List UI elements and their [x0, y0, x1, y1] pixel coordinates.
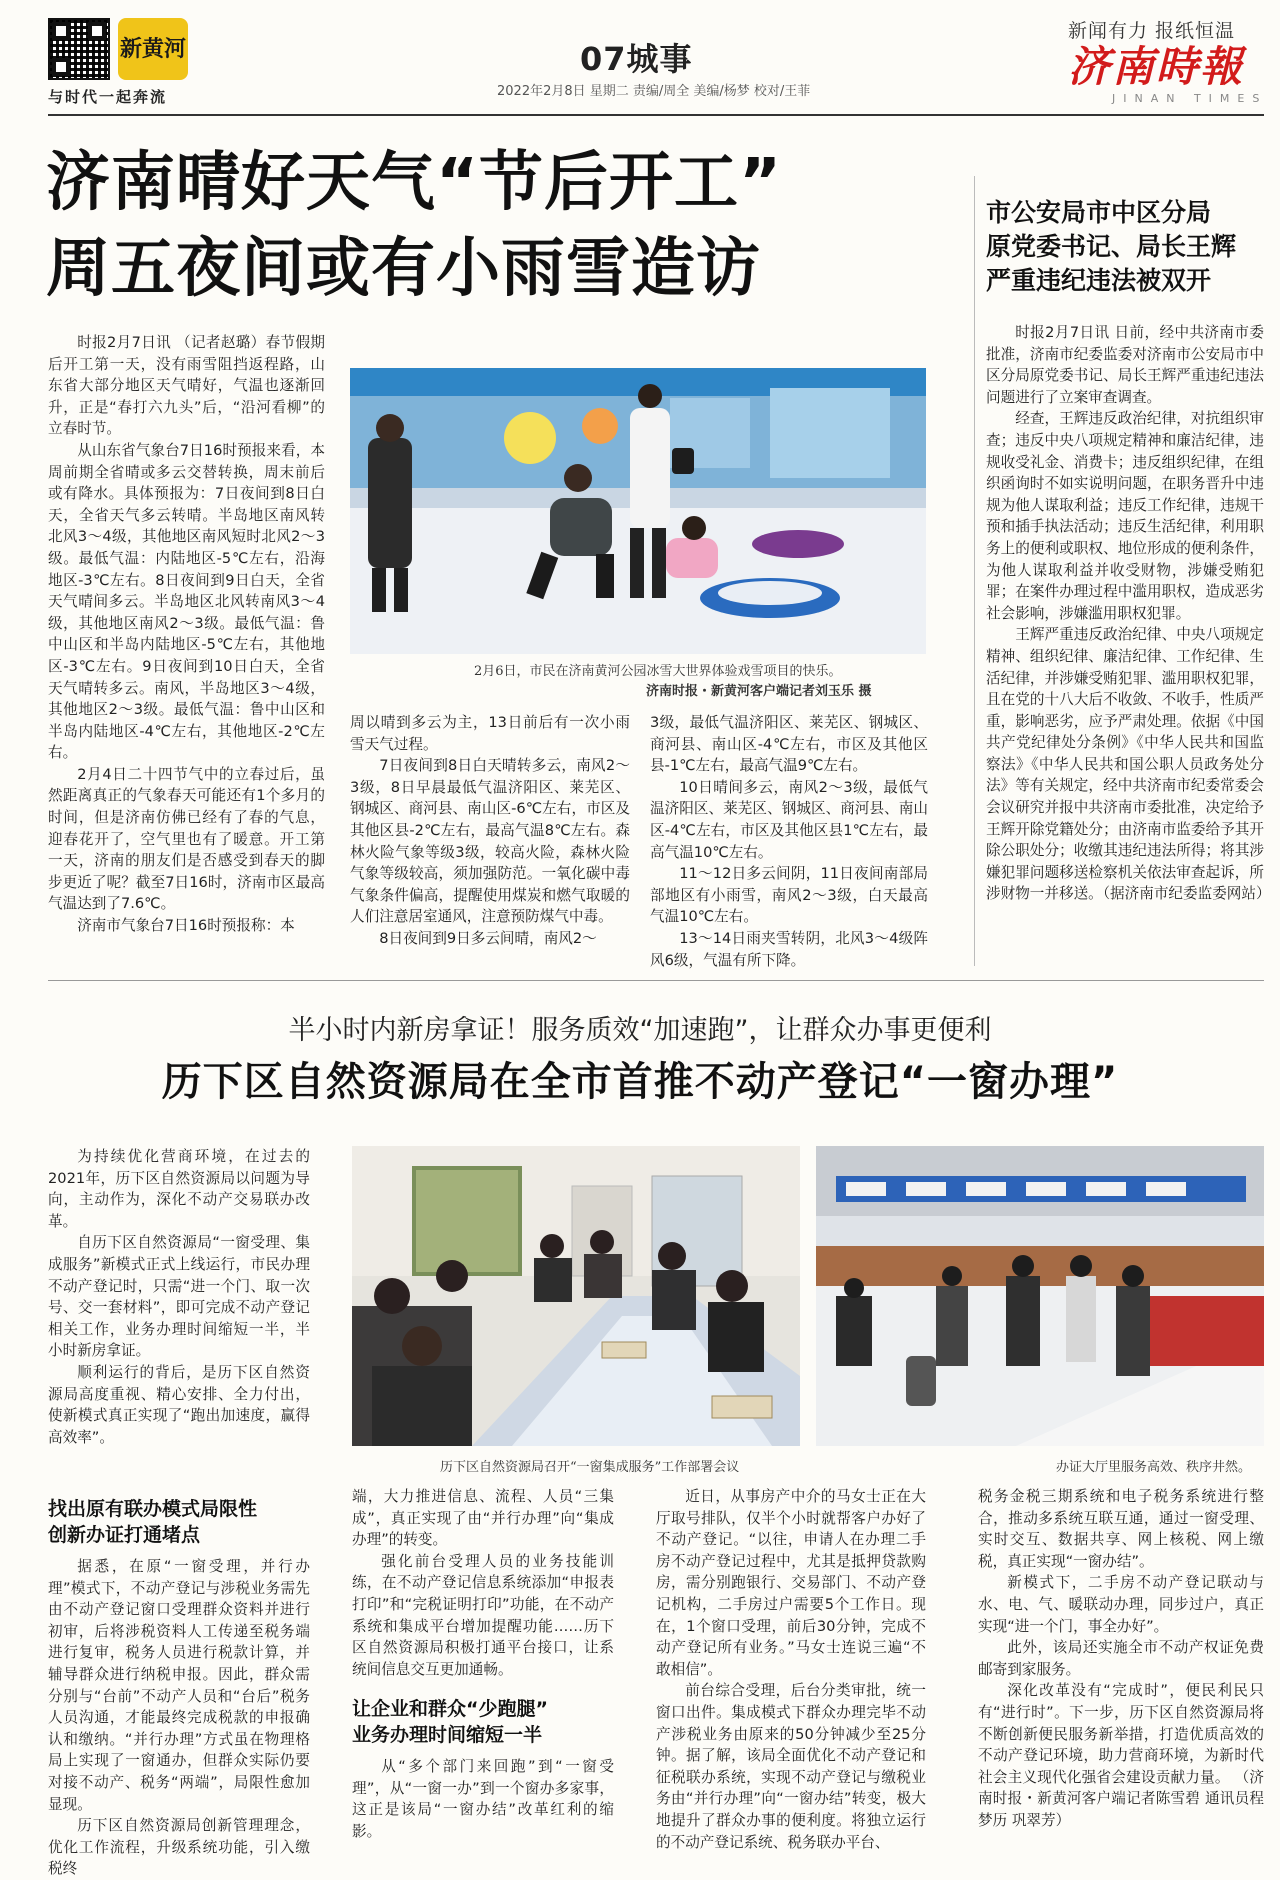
- side-story-headline: [986, 196, 1266, 298]
- main-headline-line1: 济南晴好天气“节后开工”: [46, 146, 783, 220]
- paragraph: 周以晴到多云为主，13日前后有一次小雨雪天气过程。: [350, 714, 630, 753]
- dateline: 2022年2月8日 星期二 责编/周全 美编/杨梦 校对/王菲: [497, 84, 811, 99]
- newspaper-brand-english: JINAN TIMES: [1112, 92, 1268, 105]
- service-hall-illustration: [816, 1146, 1264, 1446]
- top-photo-caption: 2月6日，市民在济南黄河公园冰雪大世界体验戏雪项目的快乐。: [474, 664, 842, 679]
- section-rule: [48, 980, 1264, 981]
- qr-code: [48, 18, 110, 80]
- paragraph: 王辉严重违反政治纪律、中央八项规定精神、组织纪律、廉洁纪律、工作纪律、生活纪律，并涉嫌受贿犯罪、滥用职权犯罪，且在党的十八大后不收敛、不收手，性质严重，影响恶劣，应予严肃处理。依据《中国共产党纪律处分条例》《中华人民共和国监察法》《中华人民共和国公职人员政务处分法》等有关规定，经中共济南市纪委常委会会议研究并报中共济南市委批准，决定给予王辉开除党籍处分；由济南市监委给予其开除公职处分；收缴其违纪违法所得；将其涉嫌犯罪问题移送检察机关依法审查起诉，所涉财物一并移送。（据济南市纪委监委网站）: [986, 626, 1271, 903]
- paragraph: 10日晴间多云，南风2～3级，最低气温济阳区、莱芜区、钢城区、商河县、南山区-4℃左右，市区及其他区县1℃左右，最高气温10℃左右。: [650, 778, 928, 861]
- masthead-slogan-left: 与时代一起奔流: [48, 88, 168, 106]
- paragraph: 13～14日雨夹雪转阴，北风3～4级阵风6级，气温有所下降。: [650, 929, 928, 969]
- second-story-column-2a: [352, 1486, 614, 1678]
- side-headline-line1: 市公安局市中区分局: [986, 198, 1212, 227]
- column-divider: [974, 176, 975, 966]
- meeting-photo: [352, 1146, 800, 1446]
- paragraph: 8日夜间到9日多云间晴，南风2～: [379, 929, 597, 947]
- paragraph: 时报2月7日讯 日前，经中共济南市委批准，济南市纪委监委对济南市公安局市中区分局原党委书记、局长王辉严重违纪违法问题进行了立案审查调查。: [986, 324, 1264, 406]
- qr-eye-icon: [52, 58, 70, 76]
- paragraph: 为持续优化营商环境，在过去的2021年，历下区自然资源局以问题为导向，主动作为，深化不动产交易联办改革。: [48, 1148, 310, 1230]
- second-story-headline: 历下区自然资源局在全市首推不动产登记“一窗办理”: [161, 1059, 1119, 1105]
- paragraph: 税务金税三期系统和电子税务系统进行整合，推动多系统互联互通，通过一窗受理、实时交互、数据共享、网上核税、网上缴税，真正实现“一窗办结”。: [978, 1488, 1264, 1570]
- paragraph: 新模式下，二手房不动产登记联动与水、电、气、暖联动办理，同步过户，真正实现“进一个门，事全办好”。: [978, 1574, 1264, 1635]
- snow-park-photo: [350, 368, 926, 654]
- service-hall-photo: [816, 1146, 1264, 1446]
- top-story-column-2: [350, 712, 630, 968]
- side-headline-line2: 原党委书记、局长王辉: [986, 232, 1237, 261]
- second-story-kicker: 半小时内新房拿证！服务质效“加速跑”，让群众办事更便利: [288, 1015, 992, 1046]
- paragraph: 自历下区自然资源局“一窗受理、集成服务”新模式正式上线运行，市民办理不动产登记时，只需“进一个门、取一次号、交一套材料”，即可完成不动产登记相关工作，业务办理时间缩短一半，半小时新房拿证。: [48, 1234, 310, 1360]
- second-story-column-2b: [352, 1756, 614, 1842]
- top-story-column-3: [650, 712, 928, 968]
- paragraph: 经查，王辉违反政治纪律，对抗组织审查；违反中央八项规定精神和廉洁纪律，违规收受礼金、消费卡；违反组织纪律，在组织函询时不如实说明问题，在职务晋升中违规为他人谋取利益；违反工作纪律，违规干预和插手执法活动；违反生活纪律，利用职务上的便利或职权、地位形成的便利条件，为他人谋取利益并收受财物，涉嫌受贿犯罪；在案件办理过程中滥用职权，造成恶劣社会影响，涉嫌滥用职权犯罪。: [986, 410, 1264, 622]
- second-story-column-1: [48, 1556, 310, 1878]
- paragraph: 强化前台受理人员的业务技能训练，在不动产登记信息系统添加“申报表打印”和“完税证明打印”功能，在不动产系统和集成平台增加提醒功能……历下区自然资源局积极打通平台接口，让系统间信息交互更加通畅。: [352, 1552, 614, 1678]
- top-photo-credit: 济南时报・新黄河客户端记者刘玉乐 摄: [646, 684, 872, 699]
- subhead-1-line2: 创新办证打通堵点: [48, 1524, 201, 1546]
- subhead-2: [352, 1696, 614, 1748]
- paragraph: 从“多个部门来回跑”到“一窗受理”，从“一窗一办”到一个窗办多家事，这正是该局“一窗办结”改革红利的缩影。: [352, 1758, 614, 1840]
- meeting-illustration: [352, 1146, 800, 1446]
- service-hall-photo-caption: 办证大厅里服务高效、秩序井然。: [1056, 1460, 1252, 1475]
- paragraph: 此外，该局还实施全市不动产权证免费邮寄到家服务。: [978, 1639, 1264, 1678]
- side-headline-line3: 严重违纪违法被双开: [986, 266, 1212, 295]
- paragraph: 3级，最低气温济阳区、莱芜区、钢城区、商河县、南山区-4℃左右，市区及其他区县-1℃左右，最高气温9℃左右。: [650, 714, 928, 775]
- paragraph: 7日夜间到8日白天晴转多云，南风2～3级，8日早晨最低气温济阳区、莱芜区、钢城区、商河县、南山区-6℃左右，市区及其他区县-2℃左右，最高气温8℃左右。森林火险气象等级3级，较高火险，森林火险气象等级较高，须加强防范。一氧化碳中毒气象条件偏高，提醒使用煤炭和燃气取暖的人们注意居室通风，注意预防煤气中毒。: [350, 757, 630, 926]
- subhead-1: [48, 1496, 310, 1548]
- paragraph: 顺利运行的背后，是历下区自然资源局高度重视、精心安排、全力付出，使新模式真正实现了“跑出加速度，赢得高效率”。: [48, 1363, 310, 1446]
- snow-park-illustration: [350, 368, 926, 654]
- main-headline-line2: 周五夜间或有小雨雪造访: [46, 232, 761, 306]
- paragraph: 端，大力推进信息、流程、人员“三集成”，真正实现了由“并行办理”向“集成办理”的转变。: [352, 1488, 614, 1549]
- paragraph: 近日，从事房产中介的马女士正在大厅取号排队，仅半个小时就帮客户办好了不动产登记。“以往，申请人在办理二手房不动产登记过程中，尤其是抵押贷款购房，需分别跑银行、交易部门、不动产登记机构，二手房过户需要5个工作日。现在，1个窗口受理，前后30分钟，完成不动产登记所有业务。”马女士连说三遍“不敢相信”。: [656, 1488, 926, 1678]
- masthead-rule: [48, 114, 1264, 116]
- qr-eye-icon: [52, 22, 70, 40]
- paragraph: 11～12日多云间阴，11日夜间南部局部地区有小雨雪，南风2～3级，白天最高气温10℃左右。: [650, 865, 928, 926]
- subhead-1-line1: 找出原有联办模式局限性: [48, 1498, 258, 1520]
- second-story-lead: [48, 1146, 310, 1456]
- second-story-column-3: [656, 1486, 926, 1851]
- subhead-2-line2: 业务办理时间缩短一半: [352, 1724, 543, 1746]
- paragraph: 2月4日二十四节气中的立春过后，虽然距离真正的气象春天可能还有1个多月的时间，但是济南仿佛已经有了春的气息，迎春花开了，空气里也有了暖意。开工第一天，济南的朋友们是否感受到春天的脚步更近了呢？截至7日16时，济南市区最高气温达到了7.6℃。: [48, 765, 325, 913]
- paragraph: 历下区自然资源局创新管理理念，优化工作流程，升级系统功能，引入缴税终: [48, 1817, 310, 1878]
- paragraph: 济南市气象台7日16时预报称：本: [77, 917, 295, 935]
- paragraph: 据悉，在原“一窗受理，并行办理”模式下，不动产登记与涉税业务需先由不动产登记窗口受理群众资料并进行初审，后将涉税资料人工传递至税务端进行复审，税务人员进行税款计算，并辅导群众进行纳税申报。因此，群众需分别与“台前”不动产人员和“台后”税务人员沟通，才能最终完成税款的申报确认和缴纳。“并行办理”方式虽在物理格局上实现了一窗通办，但群众实际仍要对接不动产、税务“两端”，局限性愈加显现。: [48, 1558, 310, 1813]
- paragraph: 时报2月7日讯 （记者赵璐）春节假期后开工第一天，没有雨雪阻挡返程路，山东省大部分地区天气晴好，气温也逐渐回升，正是“春打六九头”后，“沿河看柳”的立春时节。: [48, 334, 325, 438]
- xinhuanghe-logo: 新黄河: [118, 18, 188, 80]
- paragraph: 前台综合受理，后台分类审批，统一窗口出件。集成模式下群众办理完毕不动产涉税业务由原来的50分钟减少至25分钟。据了解，该局全面优化不动产登记和征税联办系统，实现不动产登记与缴税业务由“并行办理”向“一窗办结”转变，极大地提升了群众办事的便利度。将独立运行的不动产登记系统、税务联办平台、: [656, 1682, 926, 1851]
- subhead-2-line1: 让企业和群众“少跑腿”: [352, 1698, 548, 1720]
- meeting-photo-caption: 历下区自然资源局召开“一窗集成服务”工作部署会议: [440, 1460, 740, 1475]
- side-story-body: [986, 322, 1271, 972]
- paragraph: 深化改革没有“完成时”，便民利民只有“进行时”。下一步，历下区自然资源局将不断创新便民服务新举措，打造优质高效的不动产登记环境，助力营商环境，为新时代社会主义现代化强省会建设贡献力量。 （济南时报・新黄河客户端记者陈雪碧 通讯员程梦历 巩翠芳）: [978, 1682, 1264, 1829]
- masthead-slogan-right: 新闻有力 报纸恒温: [1068, 20, 1236, 42]
- second-story-column-4: [978, 1486, 1264, 1842]
- qr-eye-icon: [88, 22, 106, 40]
- top-story-column-1: [48, 332, 325, 968]
- paragraph: 从山东省气象台7日16时预报来看，本周前期全省晴或多云交替转换，周末前后或有降水。具体预报为：7日夜间到8日白天，全省天气多云转晴。半岛地区南风转北风3～4级，其他地区南风短时北风2～3级。最低气温：内陆地区-5℃左右，沿海地区-3℃左右。8日夜间到9日白天，全省天气晴间多云。半岛地区北风转南风3～4级，其他地区南风2～3级。最低气温：鲁中山区和半岛内陆地区-5℃左右，其他地区-3℃左右。9日夜间到10日白天，全省天气晴转多云。南风，半岛地区3～4级，其他地区2～3级。最低气温：鲁中山区和半岛内陆地区-4℃左右，其他地区-2℃左右。: [48, 441, 325, 762]
- page-number: 07城事: [580, 40, 693, 78]
- newspaper-brand-logo: 济南時報: [1068, 42, 1245, 91]
